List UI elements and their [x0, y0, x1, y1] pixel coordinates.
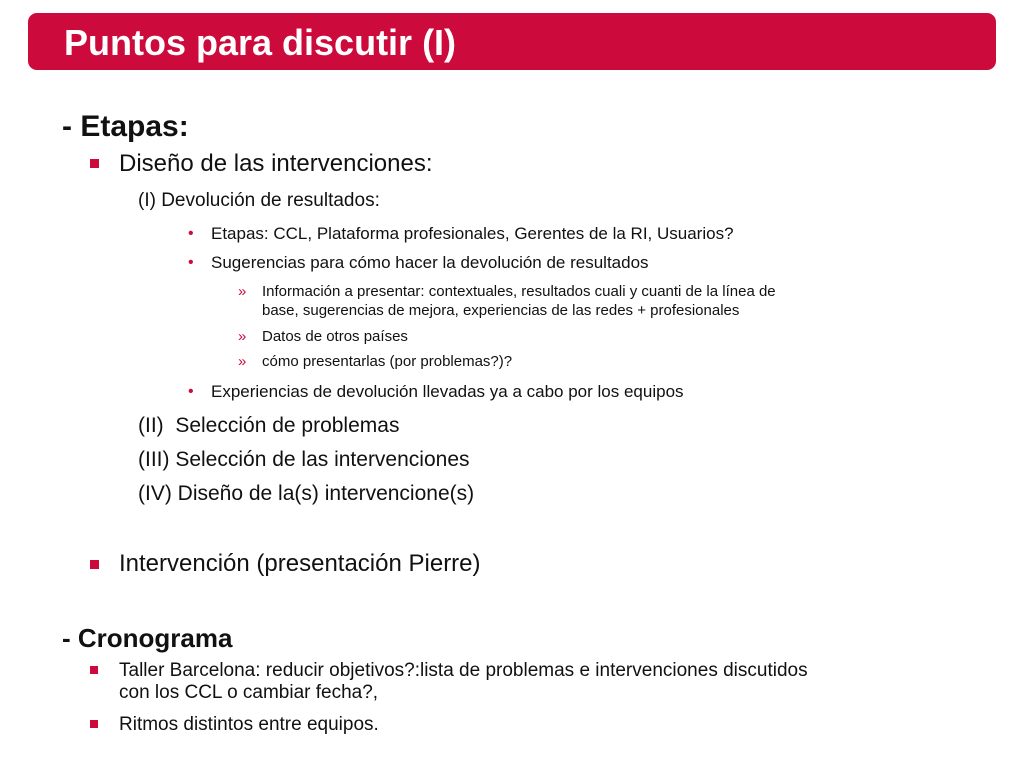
square-bullet-icon — [90, 159, 99, 168]
square-bullet-icon — [90, 666, 98, 674]
taller-line-2: con los CCL o cambiar fecha?, — [119, 682, 379, 703]
seleccion-intervenciones-item: (III) Selección de las intervenciones — [138, 448, 470, 471]
diseno-intervenciones-item: (IV) Diseño de la(s) intervencione(s) — [138, 482, 475, 505]
informacion-line-1: Información a presentar: contextuales, resultados cuali y cuanti de la línea de — [262, 283, 776, 300]
datos-item: Datos de otros países — [262, 328, 408, 345]
square-bullet-icon — [90, 720, 98, 728]
ritmos-item: Ritmos distintos entre equipos. — [119, 714, 379, 735]
como-item: cómo presentarlas (por problemas?)? — [262, 353, 513, 370]
intervencion-item: Intervención (presentación Pierre) — [119, 550, 481, 577]
square-bullet-icon — [90, 560, 99, 569]
title-bar — [28, 13, 996, 70]
etapas-item: Etapas: CCL, Plataforma profesionales, Gerentes de la RI, Usuarios? — [211, 224, 734, 243]
dot-bullet-icon: • — [188, 254, 194, 271]
raquo-bullet-icon: » — [238, 353, 247, 370]
diseno-item: Diseño de las intervenciones: — [119, 150, 433, 177]
raquo-bullet-icon: » — [238, 283, 247, 300]
slide-title: Puntos para discutir (I) — [64, 22, 457, 63]
cronograma-heading: - Cronograma — [62, 623, 233, 653]
sugerencias-item: Sugerencias para cómo hacer la devolución de resultados — [211, 253, 649, 272]
devolucion-item: (I) Devolución de resultados: — [138, 190, 380, 211]
dot-bullet-icon: • — [188, 383, 194, 400]
dot-bullet-icon: • — [188, 225, 194, 242]
raquo-bullet-icon: » — [238, 328, 247, 345]
taller-line-1: Taller Barcelona: reducir objetivos?:lista de problemas e intervenciones discutidos — [119, 660, 808, 681]
etapas-heading: - Etapas: — [62, 110, 189, 143]
seleccion-problemas-item: (II) Selección de problemas — [138, 414, 400, 437]
experiencias-item: Experiencias de devolución llevadas ya a cabo por los equipos — [211, 382, 684, 401]
informacion-line-2: base, sugerencias de mejora, experiencias de las redes + profesionales — [262, 302, 740, 319]
